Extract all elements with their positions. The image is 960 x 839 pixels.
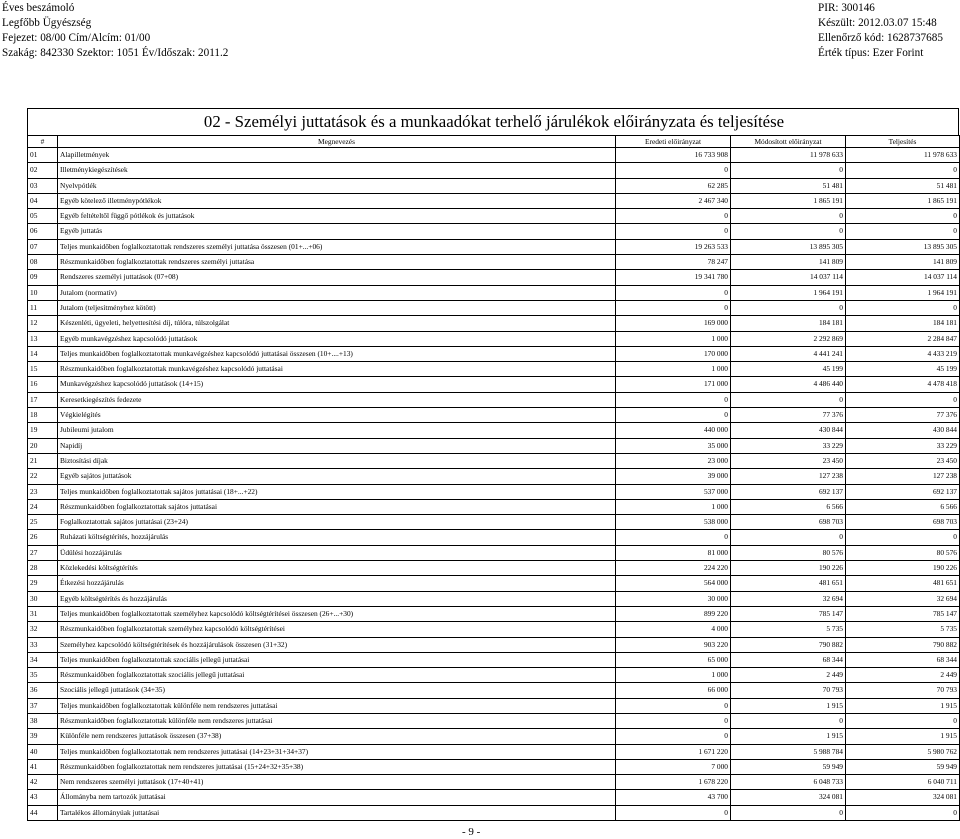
table-row bbox=[28, 683, 960, 698]
row-name: Közlekedési költségtérítés bbox=[58, 561, 616, 576]
col-header-index: # bbox=[28, 136, 58, 148]
actual-value: 430 844 bbox=[846, 423, 960, 438]
row-name: Állományba nem tartozók juttatásai bbox=[58, 790, 616, 805]
row-index: 36 bbox=[28, 683, 58, 698]
row-name: Végkielégítés bbox=[58, 408, 616, 423]
modified-value: 0 bbox=[731, 392, 846, 407]
original-value: 564 000 bbox=[616, 576, 731, 591]
original-value: 0 bbox=[616, 163, 731, 178]
table-row bbox=[28, 346, 960, 361]
report-table bbox=[27, 135, 960, 821]
actual-value: 23 450 bbox=[846, 453, 960, 468]
table-row bbox=[28, 622, 960, 637]
table-row bbox=[28, 193, 960, 208]
actual-value: 141 809 bbox=[846, 255, 960, 270]
row-index: 19 bbox=[28, 423, 58, 438]
actual-value: 0 bbox=[846, 224, 960, 239]
original-value: 903 220 bbox=[616, 637, 731, 652]
row-name: Egyéb sajátos juttatások bbox=[58, 469, 616, 484]
actual-value: 2 284 847 bbox=[846, 331, 960, 346]
row-index: 43 bbox=[28, 790, 58, 805]
row-index: 16 bbox=[28, 377, 58, 392]
modified-value: 33 229 bbox=[731, 438, 846, 453]
actual-value: 33 229 bbox=[846, 438, 960, 453]
original-value: 1 000 bbox=[616, 362, 731, 377]
table-row bbox=[28, 790, 960, 805]
table-row bbox=[28, 239, 960, 254]
value-type: Érték típus: Ezer Forint bbox=[818, 47, 924, 59]
row-index: 30 bbox=[28, 591, 58, 606]
table-row bbox=[28, 499, 960, 514]
report-header-right bbox=[818, 1, 943, 61]
row-index: 38 bbox=[28, 713, 58, 728]
actual-value: 59 949 bbox=[846, 759, 960, 774]
actual-value: 0 bbox=[846, 392, 960, 407]
table-row bbox=[28, 453, 960, 468]
table-row bbox=[28, 652, 960, 667]
institution-name: Legfőbb Ügyészség bbox=[2, 17, 92, 29]
actual-value: 1 915 bbox=[846, 729, 960, 744]
modified-value: 1 915 bbox=[731, 729, 846, 744]
actual-value: 5 980 762 bbox=[846, 744, 960, 759]
sector-info: Szakág: 842330 Szektor: 1051 Év/Időszak: 2011.2 bbox=[2, 47, 229, 59]
table-row bbox=[28, 270, 960, 285]
actual-value: 4 478 418 bbox=[846, 377, 960, 392]
actual-value: 790 882 bbox=[846, 637, 960, 652]
original-value: 538 000 bbox=[616, 515, 731, 530]
table-body bbox=[28, 148, 960, 821]
table-row bbox=[28, 606, 960, 621]
actual-value: 0 bbox=[846, 209, 960, 224]
modified-value: 190 226 bbox=[731, 561, 846, 576]
row-index: 10 bbox=[28, 285, 58, 300]
modified-value: 59 949 bbox=[731, 759, 846, 774]
actual-value: 14 037 114 bbox=[846, 270, 960, 285]
page-number: - 9 - bbox=[462, 826, 481, 838]
row-name: Teljes munkaidőben foglalkoztatottak különféle nem rendszeres juttatásai bbox=[58, 698, 616, 713]
original-value: 0 bbox=[616, 224, 731, 239]
modified-value: 785 147 bbox=[731, 606, 846, 621]
original-value: 23 000 bbox=[616, 453, 731, 468]
modified-value: 5 988 784 bbox=[731, 744, 846, 759]
table-header-row bbox=[28, 136, 960, 148]
modified-value: 4 486 440 bbox=[731, 377, 846, 392]
original-value: 0 bbox=[616, 713, 731, 728]
actual-value: 1 915 bbox=[846, 698, 960, 713]
table-row bbox=[28, 469, 960, 484]
original-value: 43 700 bbox=[616, 790, 731, 805]
modified-value: 0 bbox=[731, 713, 846, 728]
row-index: 40 bbox=[28, 744, 58, 759]
modified-value: 481 651 bbox=[731, 576, 846, 591]
modified-value: 141 809 bbox=[731, 255, 846, 270]
actual-value: 80 576 bbox=[846, 545, 960, 560]
table-row bbox=[28, 285, 960, 300]
row-index: 24 bbox=[28, 499, 58, 514]
row-name: Különféle nem rendszeres juttatások összesen (37+38) bbox=[58, 729, 616, 744]
original-value: 440 000 bbox=[616, 423, 731, 438]
original-value: 0 bbox=[616, 729, 731, 744]
modified-value: 77 376 bbox=[731, 408, 846, 423]
row-name: Illetménykiegészítések bbox=[58, 163, 616, 178]
table-row bbox=[28, 423, 960, 438]
table-row bbox=[28, 561, 960, 576]
table-row bbox=[28, 515, 960, 530]
table-row bbox=[28, 362, 960, 377]
actual-value: 324 081 bbox=[846, 790, 960, 805]
actual-value: 6 040 711 bbox=[846, 775, 960, 790]
original-value: 537 000 bbox=[616, 484, 731, 499]
actual-value: 481 651 bbox=[846, 576, 960, 591]
original-value: 169 000 bbox=[616, 316, 731, 331]
actual-value: 70 793 bbox=[846, 683, 960, 698]
row-name: Tartalékos állományúak juttatásai bbox=[58, 805, 616, 820]
original-value: 1 000 bbox=[616, 331, 731, 346]
modified-value: 6 566 bbox=[731, 499, 846, 514]
row-name: Nem rendszeres személyi juttatások (17+40+41) bbox=[58, 775, 616, 790]
actual-value: 184 181 bbox=[846, 316, 960, 331]
actual-value: 13 895 305 bbox=[846, 239, 960, 254]
modified-value: 51 481 bbox=[731, 178, 846, 193]
table-row bbox=[28, 300, 960, 315]
row-index: 12 bbox=[28, 316, 58, 331]
table-row bbox=[28, 637, 960, 652]
modified-value: 80 576 bbox=[731, 545, 846, 560]
actual-value: 68 344 bbox=[846, 652, 960, 667]
modified-value: 5 735 bbox=[731, 622, 846, 637]
row-index: 07 bbox=[28, 239, 58, 254]
row-index: 03 bbox=[28, 178, 58, 193]
table-row bbox=[28, 775, 960, 790]
row-index: 11 bbox=[28, 300, 58, 315]
table-row bbox=[28, 209, 960, 224]
created-date: Készült: 2012.03.07 15:48 bbox=[818, 17, 937, 29]
row-name: Teljes munkaidőben foglalkoztatottak sajátos juttatásai (18+...+22) bbox=[58, 484, 616, 499]
col-header-original: Eredeti előirányzat bbox=[616, 136, 731, 148]
row-index: 28 bbox=[28, 561, 58, 576]
original-value: 0 bbox=[616, 805, 731, 820]
original-value: 0 bbox=[616, 408, 731, 423]
row-index: 33 bbox=[28, 637, 58, 652]
original-value: 1 678 220 bbox=[616, 775, 731, 790]
row-name: Egyéb juttatás bbox=[58, 224, 616, 239]
row-index: 22 bbox=[28, 469, 58, 484]
row-index: 29 bbox=[28, 576, 58, 591]
original-value: 899 220 bbox=[616, 606, 731, 621]
actual-value: 190 226 bbox=[846, 561, 960, 576]
row-name: Személyhez kapcsolódó költségtérítések és hozzájárulások összesen (31+32) bbox=[58, 637, 616, 652]
row-name: Részmunkaidőben foglalkoztatottak különféle nem rendszeres juttatásai bbox=[58, 713, 616, 728]
row-name: Teljes munkaidőben foglalkoztatottak rendszeres személyi juttatása összesen (01+...+06) bbox=[58, 239, 616, 254]
table-row bbox=[28, 744, 960, 759]
row-name: Részmunkaidőben foglalkoztatottak munkavégzéshez kapcsolódó juttatásai bbox=[58, 362, 616, 377]
table-row bbox=[28, 729, 960, 744]
table-row bbox=[28, 148, 960, 163]
row-name: Alapilletmények bbox=[58, 148, 616, 163]
actual-value: 785 147 bbox=[846, 606, 960, 621]
modified-value: 1 865 191 bbox=[731, 193, 846, 208]
report-type: Éves beszámoló bbox=[2, 2, 75, 14]
row-name: Munkavégzéshez kapcsolódó juttatások (14+15) bbox=[58, 377, 616, 392]
actual-value: 51 481 bbox=[846, 178, 960, 193]
original-value: 0 bbox=[616, 392, 731, 407]
actual-value: 6 566 bbox=[846, 499, 960, 514]
original-value: 30 000 bbox=[616, 591, 731, 606]
original-value: 1 000 bbox=[616, 668, 731, 683]
table-row bbox=[28, 576, 960, 591]
row-name: Rendszeres személyi juttatások (07+08) bbox=[58, 270, 616, 285]
row-index: 26 bbox=[28, 530, 58, 545]
row-name: Nyelvpótlék bbox=[58, 178, 616, 193]
actual-value: 45 199 bbox=[846, 362, 960, 377]
row-index: 44 bbox=[28, 805, 58, 820]
modified-value: 698 703 bbox=[731, 515, 846, 530]
row-name: Teljes munkaidőben foglalkoztatottak nem rendszeres juttatásai (14+23+31+34+37) bbox=[58, 744, 616, 759]
modified-value: 23 450 bbox=[731, 453, 846, 468]
actual-value: 0 bbox=[846, 163, 960, 178]
row-name: Teljes munkaidőben foglalkoztatottak személyhez kapcsolódó költségtérítései összesen (26+...+30) bbox=[58, 606, 616, 621]
row-index: 35 bbox=[28, 668, 58, 683]
row-name: Keresetkiegészítés fedezete bbox=[58, 392, 616, 407]
row-index: 31 bbox=[28, 606, 58, 621]
row-index: 15 bbox=[28, 362, 58, 377]
row-name: Étkezési hozzájárulás bbox=[58, 576, 616, 591]
original-value: 16 733 908 bbox=[616, 148, 731, 163]
actual-value: 11 978 633 bbox=[846, 148, 960, 163]
table-row bbox=[28, 316, 960, 331]
actual-value: 0 bbox=[846, 805, 960, 820]
row-index: 06 bbox=[28, 224, 58, 239]
row-name: Ruházati költségtérítés, hozzájárulás bbox=[58, 530, 616, 545]
table-row bbox=[28, 331, 960, 346]
col-header-name: Megnevezés bbox=[58, 136, 616, 148]
original-value: 65 000 bbox=[616, 652, 731, 667]
report-table-section bbox=[27, 108, 959, 821]
actual-value: 77 376 bbox=[846, 408, 960, 423]
row-name: Részmunkaidőben foglalkoztatottak szociális jellegű juttatásai bbox=[58, 668, 616, 683]
modified-value: 0 bbox=[731, 163, 846, 178]
row-name: Egyéb feltételtől függő pótlékok és juttatások bbox=[58, 209, 616, 224]
original-value: 81 000 bbox=[616, 545, 731, 560]
modified-value: 2 449 bbox=[731, 668, 846, 683]
original-value: 1 000 bbox=[616, 499, 731, 514]
row-name: Egyéb költségtérítés és hozzájárulás bbox=[58, 591, 616, 606]
table-row bbox=[28, 530, 960, 545]
row-name: Teljes munkaidőben foglalkoztatottak munkavégzéshez kapcsolódó juttatásai összesen (10+....+13) bbox=[58, 346, 616, 361]
modified-value: 1 964 191 bbox=[731, 285, 846, 300]
table-row bbox=[28, 668, 960, 683]
modified-value: 68 344 bbox=[731, 652, 846, 667]
modified-value: 70 793 bbox=[731, 683, 846, 698]
row-name: Egyéb munkavégzéshez kapcsolódó juttatások bbox=[58, 331, 616, 346]
modified-value: 6 048 733 bbox=[731, 775, 846, 790]
row-index: 04 bbox=[28, 193, 58, 208]
original-value: 0 bbox=[616, 300, 731, 315]
row-index: 14 bbox=[28, 346, 58, 361]
table-row bbox=[28, 698, 960, 713]
modified-value: 127 238 bbox=[731, 469, 846, 484]
original-value: 39 000 bbox=[616, 469, 731, 484]
original-value: 170 000 bbox=[616, 346, 731, 361]
original-value: 224 220 bbox=[616, 561, 731, 576]
modified-value: 0 bbox=[731, 805, 846, 820]
row-name: Részmunkaidőben foglalkoztatottak nem rendszeres juttatásai (15+24+32+35+38) bbox=[58, 759, 616, 774]
row-index: 37 bbox=[28, 698, 58, 713]
original-value: 62 285 bbox=[616, 178, 731, 193]
table-title: 02 - Személyi juttatások és a munkaadókat terhelő járulékok előirányzata és teljesítése bbox=[27, 108, 959, 135]
row-index: 18 bbox=[28, 408, 58, 423]
actual-value: 5 735 bbox=[846, 622, 960, 637]
actual-value: 32 694 bbox=[846, 591, 960, 606]
original-value: 35 000 bbox=[616, 438, 731, 453]
original-value: 0 bbox=[616, 209, 731, 224]
row-index: 21 bbox=[28, 453, 58, 468]
row-index: 02 bbox=[28, 163, 58, 178]
actual-value: 698 703 bbox=[846, 515, 960, 530]
row-name: Részmunkaidőben foglalkoztatottak személyhez kapcsolódó költségtérítései bbox=[58, 622, 616, 637]
table-row bbox=[28, 224, 960, 239]
actual-value: 4 433 219 bbox=[846, 346, 960, 361]
modified-value: 790 882 bbox=[731, 637, 846, 652]
row-name: Foglalkoztatottak sajátos juttatásai (23+24) bbox=[58, 515, 616, 530]
original-value: 66 000 bbox=[616, 683, 731, 698]
table-row bbox=[28, 713, 960, 728]
row-index: 32 bbox=[28, 622, 58, 637]
original-value: 0 bbox=[616, 530, 731, 545]
modified-value: 0 bbox=[731, 530, 846, 545]
row-name: Szociális jellegű juttatások (34+35) bbox=[58, 683, 616, 698]
row-index: 39 bbox=[28, 729, 58, 744]
original-value: 0 bbox=[616, 698, 731, 713]
actual-value: 127 238 bbox=[846, 469, 960, 484]
original-value: 19 341 780 bbox=[616, 270, 731, 285]
modified-value: 0 bbox=[731, 300, 846, 315]
row-name: Biztosítási díjak bbox=[58, 453, 616, 468]
modified-value: 0 bbox=[731, 224, 846, 239]
row-index: 09 bbox=[28, 270, 58, 285]
row-index: 25 bbox=[28, 515, 58, 530]
row-name: Egyéb kötelező illetménypótlékok bbox=[58, 193, 616, 208]
modified-value: 32 694 bbox=[731, 591, 846, 606]
row-name: Teljes munkaidőben foglalkoztatottak szociális jellegű juttatásai bbox=[58, 652, 616, 667]
original-value: 2 467 340 bbox=[616, 193, 731, 208]
table-row bbox=[28, 255, 960, 270]
table-row bbox=[28, 377, 960, 392]
row-index: 17 bbox=[28, 392, 58, 407]
row-index: 01 bbox=[28, 148, 58, 163]
original-value: 4 000 bbox=[616, 622, 731, 637]
row-name: Részmunkaidőben foglalkoztatottak rendszeres személyi juttatása bbox=[58, 255, 616, 270]
row-index: 08 bbox=[28, 255, 58, 270]
modified-value: 14 037 114 bbox=[731, 270, 846, 285]
row-index: 13 bbox=[28, 331, 58, 346]
table-row bbox=[28, 805, 960, 820]
row-name: Készenléti, ügyeleti, helyettesítési díj, túlóra, túlszolgálat bbox=[58, 316, 616, 331]
col-header-actual: Teljesítés bbox=[846, 136, 960, 148]
table-row bbox=[28, 408, 960, 423]
row-index: 05 bbox=[28, 209, 58, 224]
modified-value: 4 441 241 bbox=[731, 346, 846, 361]
row-name: Jutalom (normatív) bbox=[58, 285, 616, 300]
col-header-modified: Módosított előirányzat bbox=[731, 136, 846, 148]
row-index: 20 bbox=[28, 438, 58, 453]
row-name: Részmunkaidőben foglalkoztatottak sajátos juttatásai bbox=[58, 499, 616, 514]
actual-value: 0 bbox=[846, 300, 960, 315]
actual-value: 1 964 191 bbox=[846, 285, 960, 300]
modified-value: 2 292 869 bbox=[731, 331, 846, 346]
table-row bbox=[28, 178, 960, 193]
actual-value: 2 449 bbox=[846, 668, 960, 683]
check-code: Ellenőrző kód: 1628737685 bbox=[818, 32, 943, 44]
row-name: Üdülési hozzájárulás bbox=[58, 545, 616, 560]
table-row bbox=[28, 484, 960, 499]
modified-value: 45 199 bbox=[731, 362, 846, 377]
modified-value: 184 181 bbox=[731, 316, 846, 331]
actual-value: 692 137 bbox=[846, 484, 960, 499]
original-value: 1 671 220 bbox=[616, 744, 731, 759]
chapter-info: Fejezet: 08/00 Cím/Alcím: 01/00 bbox=[2, 32, 151, 44]
original-value: 78 247 bbox=[616, 255, 731, 270]
table-row bbox=[28, 759, 960, 774]
modified-value: 692 137 bbox=[731, 484, 846, 499]
table-row bbox=[28, 163, 960, 178]
row-name: Napidíj bbox=[58, 438, 616, 453]
pir-number: PIR: 300146 bbox=[818, 2, 875, 14]
original-value: 0 bbox=[616, 285, 731, 300]
table-row bbox=[28, 392, 960, 407]
actual-value: 0 bbox=[846, 713, 960, 728]
row-index: 34 bbox=[28, 652, 58, 667]
row-index: 41 bbox=[28, 759, 58, 774]
modified-value: 1 915 bbox=[731, 698, 846, 713]
original-value: 171 000 bbox=[616, 377, 731, 392]
modified-value: 0 bbox=[731, 209, 846, 224]
actual-value: 1 865 191 bbox=[846, 193, 960, 208]
original-value: 19 263 533 bbox=[616, 239, 731, 254]
row-name: Jubileumi jutalom bbox=[58, 423, 616, 438]
modified-value: 13 895 305 bbox=[731, 239, 846, 254]
actual-value: 0 bbox=[846, 530, 960, 545]
modified-value: 430 844 bbox=[731, 423, 846, 438]
table-row bbox=[28, 591, 960, 606]
row-index: 23 bbox=[28, 484, 58, 499]
table-row bbox=[28, 438, 960, 453]
row-index: 27 bbox=[28, 545, 58, 560]
original-value: 7 000 bbox=[616, 759, 731, 774]
report-header-left bbox=[2, 1, 228, 61]
modified-value: 324 081 bbox=[731, 790, 846, 805]
row-name: Jutalom (teljesítményhez kötött) bbox=[58, 300, 616, 315]
row-index: 42 bbox=[28, 775, 58, 790]
table-row bbox=[28, 545, 960, 560]
modified-value: 11 978 633 bbox=[731, 148, 846, 163]
